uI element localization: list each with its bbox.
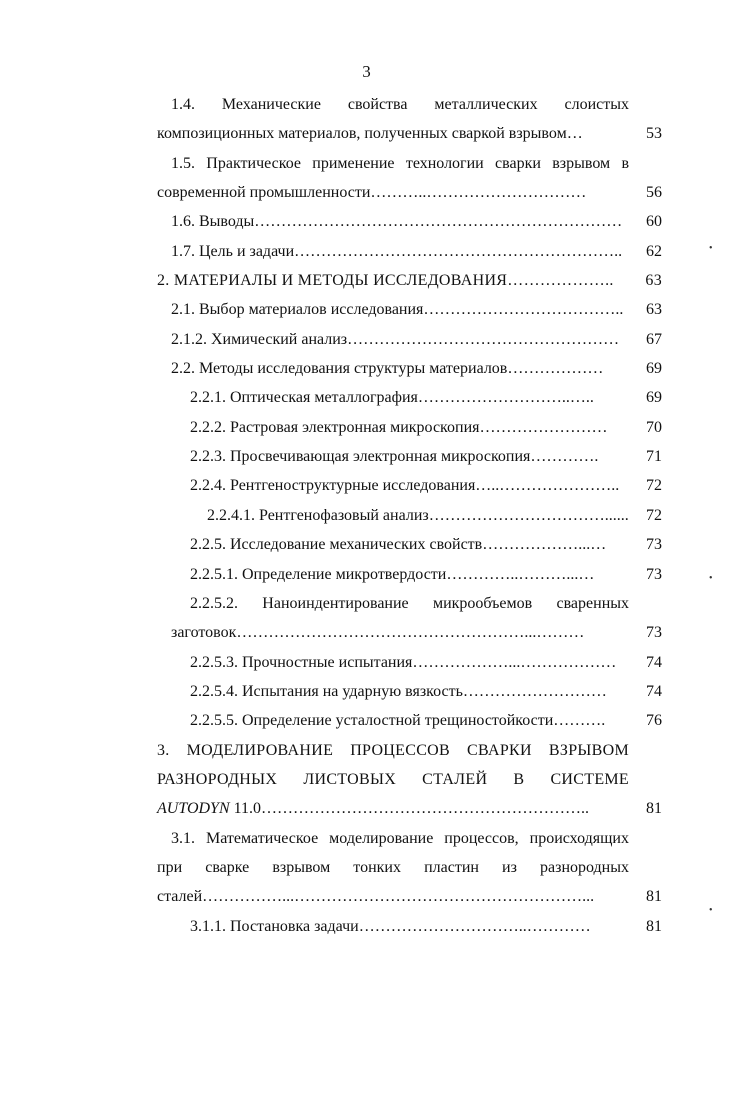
toc-entry-text: сталей……………...………………………………………………... (157, 888, 595, 906)
scan-speck: • (709, 243, 713, 254)
toc-entry-text: 2.2.5.5. Определение усталостной трещиностойкости………. (190, 712, 606, 730)
toc-entry-text: 3. МОДЕЛИРОВАНИЕ ПРОЦЕССОВ СВАРКИ ВЗРЫВОМ (157, 741, 629, 759)
toc-entry-text: 1.6. Выводы…………………………………………………………… (171, 213, 623, 231)
toc-page-number: 67 (646, 330, 662, 348)
toc-entry-2-2-3 (0, 442, 733, 471)
toc-entry-2-2-5-3 (0, 648, 733, 677)
toc-entry-text: 2. МАТЕРИАЛЫ И МЕТОДЫ ИССЛЕДОВАНИЯ……………….. (157, 272, 614, 290)
toc-entry-1-5-line1 (0, 149, 733, 178)
toc-entry-2-2-5 (0, 530, 733, 559)
toc-page-number: 74 (646, 682, 662, 700)
toc-entry-text: 1.5. Практическое применение технологии сварки взрывом в (171, 154, 629, 172)
toc-entry-text: заготовок………………………………………………...……… (171, 624, 585, 642)
toc-page-number: 72 (646, 506, 662, 524)
toc-page-number: 81 (646, 917, 662, 935)
toc-entry-2-2-5-2-line2 (0, 618, 733, 647)
toc-entry-text: 2.2.4. Рентгеноструктурные исследования…..………………….. (190, 477, 620, 495)
toc-entry-text: современной промышленности………..………………………… (157, 184, 587, 202)
toc-entry-3-1-line3 (0, 882, 733, 911)
toc-entry-3-line3 (0, 794, 733, 823)
page-number: 3 (362, 62, 371, 81)
toc-page-number: 72 (646, 477, 662, 495)
toc-entry-1-4-line2 (0, 119, 733, 148)
toc-page-number: 69 (646, 360, 662, 378)
toc-entry-3-line1 (0, 736, 733, 765)
toc-entry-2-2-2 (0, 413, 733, 442)
toc-entry-text-rest: 11.0…………………………………………………….. (229, 800, 590, 818)
toc-entry-text: композиционных материалов, полученных сваркой взрывом… (157, 125, 583, 143)
toc-entry-text: 2.2.5. Исследование механических свойств………………...… (190, 536, 607, 554)
toc-page-number: 73 (646, 624, 662, 642)
scan-speck: • (709, 573, 713, 584)
toc-entry-3-1-line2 (0, 853, 733, 882)
toc-entry-2-2-4 (0, 471, 733, 500)
toc-entry-text: 3.1.1. Постановка задачи…………………………..………… (190, 917, 591, 935)
toc-entry-2-1 (0, 295, 733, 324)
toc-entry-text (157, 794, 629, 823)
toc-page-number: 70 (646, 418, 662, 436)
toc-entry-text: 2.2.4.1. Рентгенофазовый анализ……………………………...... (207, 506, 629, 524)
toc-entry-3-1-line1 (0, 824, 733, 853)
toc-entry-text: при сварке взрывом тонких пластин из разнородных (157, 858, 629, 876)
toc-page-number: 81 (646, 888, 662, 906)
toc-entry-text: 2.2.5.1. Определение микротвердости…………..………...… (190, 565, 595, 583)
toc-entry-text: 2.2.5.4. Испытания на ударную вязкость……………………… (190, 682, 607, 700)
toc-entry-text: 2.2.2. Растровая электронная микроскопия…………………… (190, 418, 608, 436)
toc-page-number: 74 (646, 653, 662, 671)
toc-entry-text: 2.2.3. Просвечивающая электронная микроскопия…………. (190, 448, 599, 466)
toc-entry-3-line2 (0, 765, 733, 794)
toc-entry-text: 2.1.2. Химический анализ…………………………………………… (171, 330, 620, 348)
toc-entry-text: 1.7. Цель и задачи…………………………………………………….. (171, 242, 623, 260)
toc-entry-text: 2.2.5.3. Прочностные испытания………………...……………… (190, 653, 617, 671)
toc-entry-1-6 (0, 207, 733, 236)
toc-entry-1-5-line2 (0, 178, 733, 207)
toc-entry-3-1-1 (0, 912, 733, 941)
toc-entry-text: 1.4. Механические свойства металлических слоистых (171, 96, 629, 113)
toc-entry-text: 2.1. Выбор материалов исследования……………………………….. (171, 301, 624, 319)
toc-page-number: 56 (646, 184, 662, 202)
toc-page-number: 81 (646, 800, 662, 818)
toc-entry-text: 2.2. Методы исследования структуры материалов……………… (171, 360, 604, 378)
toc-entry-1-7 (0, 237, 733, 266)
toc-page-number: 73 (646, 536, 662, 554)
toc-entry-2-1-2 (0, 325, 733, 354)
toc-page-number: 53 (646, 125, 662, 143)
toc-entry-2 (0, 266, 733, 295)
toc-page-number: 73 (646, 565, 662, 583)
toc-page-number: 71 (646, 448, 662, 466)
toc-entry-text: 3.1. Математическое моделирование процессов, происходящих (171, 829, 629, 847)
toc-entry-2-2-5-1 (0, 560, 733, 589)
toc-entry-2-2-5-4 (0, 677, 733, 706)
toc-page-number: 76 (646, 712, 662, 730)
toc-entry-text: 2.2.5.2. Наноиндентирование микрообъемов сваренных (190, 594, 629, 612)
toc-entry-2-2-1 (0, 383, 733, 412)
toc-entry-text: РАЗНОРОДНЫХ ЛИСТОВЫХ СТАЛЕЙ В СИСТЕМЕ (157, 770, 629, 788)
table-of-contents (0, 90, 733, 941)
scan-speck: • (709, 905, 713, 916)
toc-page-number: 69 (646, 389, 662, 407)
toc-entry-1-4-line1 (0, 90, 733, 119)
toc-page-number: 60 (646, 213, 662, 231)
toc-entry-2-2-5-2-line1 (0, 589, 733, 618)
toc-entry-text: 2.2.1. Оптическая металлография………………………..….. (190, 389, 594, 407)
toc-entry-2-2 (0, 354, 733, 383)
toc-entry-italic-text: AUTODYN (157, 800, 230, 818)
toc-entry-2-2-5-5 (0, 706, 733, 735)
toc-page-number: 63 (645, 272, 662, 290)
toc-entry-2-2-4-1 (0, 501, 733, 530)
toc-page-number: 63 (646, 301, 662, 319)
toc-page-number: 62 (646, 242, 662, 260)
